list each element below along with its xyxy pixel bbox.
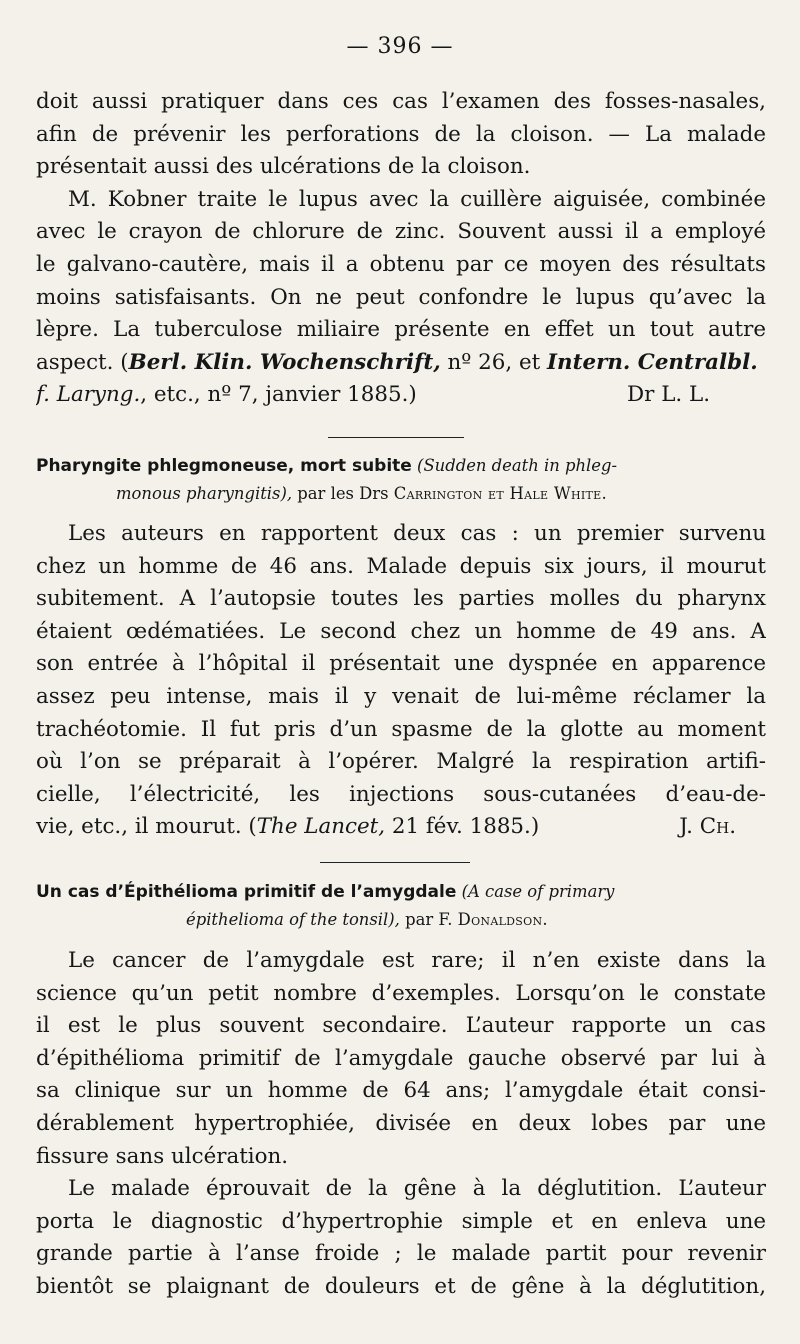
authors: Carrington et Hale White.	[393, 484, 607, 503]
article-body	[36, 518, 766, 844]
text-line: fissure sans ulcération.	[36, 1143, 289, 1169]
article-subtitle: (A case of primary	[461, 882, 615, 901]
text-line: Le malade éprouvait de la gêne à la déglutition. L’auteur	[68, 1176, 766, 1202]
authors: Donaldson.	[457, 910, 548, 929]
page-number: — 396 —	[346, 34, 454, 59]
text-line: afin de prévenir les perforations de la cloison. — La malade	[36, 121, 766, 147]
text-fragment: aspect. (	[36, 349, 129, 375]
text-line: subitement. A l’autopsie toutes les parties molles du pharynx	[36, 586, 766, 612]
text-line: dérablement hypertrophiée, divisée en deux lobes par une	[36, 1110, 766, 1136]
article-subtitle: épithelioma of the tonsil),	[186, 910, 400, 929]
text-line: M. Kobner traite le lupus avec la cuillère aiguisée, combinée	[68, 186, 766, 212]
text-line	[36, 379, 766, 412]
article-body	[36, 945, 766, 1304]
text-line: Le cancer de l’amygdale est rare; il n’en existe dans la	[68, 948, 766, 973]
byline: par F.	[399, 910, 458, 929]
reference-journal: Berl. Klin. Wochenschrift,	[128, 349, 441, 375]
text-line: porta le diagnostic d’hypertrophie simple et en enleva une	[36, 1208, 766, 1234]
section-continuation	[36, 86, 766, 412]
text-fragment: nº 26, et	[440, 349, 548, 375]
text-line: cielle, l’électricité, les injections sous-cutanées d’eau-de-	[36, 781, 766, 807]
text-line: Les auteurs en rapportent deux cas : un premier survenu	[68, 521, 766, 546]
article-heading	[36, 452, 766, 508]
article-heading	[36, 878, 766, 934]
text-fragment: 21 fév. 1885.)	[385, 814, 540, 840]
text-line: doit aussi pratiquer dans ces cas l’examen des fosses-nasales,	[36, 89, 766, 114]
text-line: chez un homme de 46 ans. Malade depuis six jours, il mourut	[36, 553, 766, 579]
separator-rule	[320, 862, 470, 863]
separator-rule	[328, 437, 464, 438]
text-fragment: , etc., nº 7, janvier 1885.)	[140, 382, 417, 408]
signature: J. Ch.	[679, 814, 736, 840]
text-line: son entrée à l’hôpital il présentait une dyspnée en apparence	[36, 651, 766, 677]
text-line: le galvano-cautère, mais il a obtenu par ce moyen des résultats	[36, 251, 766, 277]
article-subtitle: monous pharyngitis),	[116, 484, 293, 503]
text-line: trachéotomie. Il fut pris d’un spasme de la glotte au moment	[36, 716, 766, 742]
reference-journal: f. Laryng.	[36, 382, 141, 408]
reference-journal: Intern. Centralbl.	[547, 349, 758, 375]
reference-journal: The Lancet,	[256, 814, 386, 840]
article-title: Pharyngite phlegmoneuse, mort subite	[36, 456, 412, 476]
text-line: grande partie à l’anse froide ; le malade partit pour revenir	[36, 1241, 766, 1267]
text-fragment: vie, etc., il mourut. (	[36, 814, 257, 840]
article-subtitle: (Sudden death in phleg-	[417, 456, 618, 475]
text-line: étaient œdématiées. Le second chez un homme de 49 ans. A	[36, 618, 766, 644]
text-line: d’épithélioma primitif de l’amygdale gauche observé par lui à	[36, 1045, 766, 1071]
article-title: Un cas d’Épithélioma primitif de l’amygdale	[36, 882, 457, 902]
signature: Dr L. L.	[627, 382, 710, 408]
text-line: science qu’un petit nombre d’exemples. Lorsqu’on le constate	[36, 980, 766, 1006]
text-line: il est le plus souvent secondaire. L’auteur rapporte un cas	[36, 1013, 766, 1039]
text-line: assez peu intense, mais il y venait de lui-même réclamer la	[36, 683, 766, 709]
text-line: avec le crayon de chlorure de zinc. Souvent aussi il a employé	[36, 219, 766, 245]
text-line	[36, 811, 766, 844]
text-line: moins satisfaisants. On ne peut confondre le lupus qu’avec la	[36, 284, 766, 310]
text-line: présentait aussi des ulcérations de la cloison.	[36, 154, 531, 180]
text-line: bientôt se plaignant de douleurs et de gêne à la déglutition,	[36, 1273, 766, 1299]
byline: par les Drs	[292, 484, 394, 503]
text-line: lèpre. La tuberculose miliaire présente en effet un tout autre	[36, 317, 766, 343]
text-line: où l’on se préparait à l’opérer. Malgré la respiration artifi-	[36, 749, 766, 775]
text-line: sa clinique sur un homme de 64 ans; l’amygdale était consi-	[36, 1078, 766, 1104]
text-line	[36, 347, 766, 380]
